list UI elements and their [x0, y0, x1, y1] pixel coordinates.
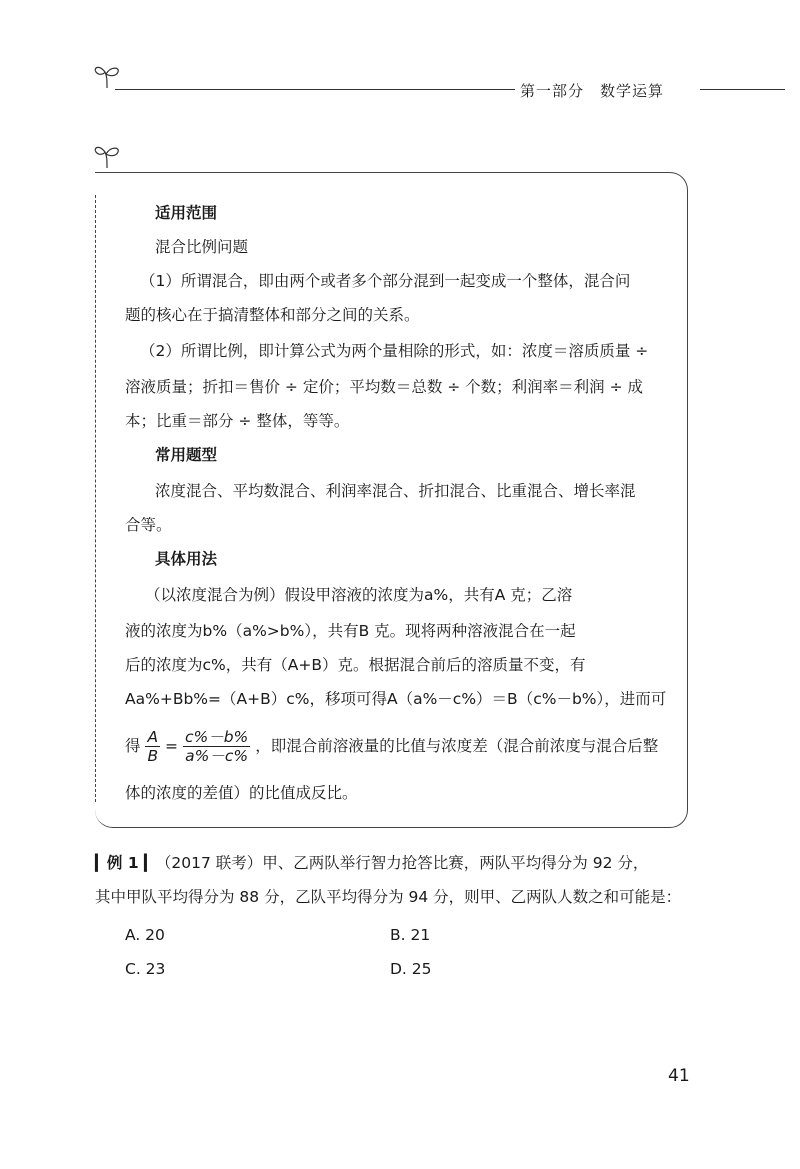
point2-line1: （2）所谓比例，即计算公式为两个量相除的形式，如：浓度＝溶质质量 ÷	[140, 342, 649, 360]
usage-line2: 液的浓度为b%（a%>b%），共有B 克。现将两种溶液混合在一起	[125, 622, 576, 640]
usage-line5-rest: ，即混合前溶液量的比值与浓度差（混合前浓度与混合后整	[255, 737, 659, 755]
example-line2: 其中甲队平均得分为 88 分，乙队平均得分为 94 分，则甲、乙两队人数之和可能是：	[95, 888, 682, 906]
point2-line3: 本；比重＝部分 ÷ 整体，等等。	[125, 412, 350, 430]
usage-line1: （以浓度混合为例）假设甲溶液的浓度为a%，共有A 克；乙溶	[145, 586, 573, 604]
sprout-icon	[93, 62, 123, 90]
scope-topic: 混合比例问题	[155, 238, 249, 256]
option-a: A. 20	[125, 926, 165, 944]
fraction-conc-diff	[183, 728, 250, 765]
formula-line	[125, 726, 657, 766]
info-box-left-border	[95, 195, 96, 802]
frac-right-num: c%－b%	[184, 728, 249, 746]
example-line1	[95, 846, 648, 880]
equals-sign: =	[165, 737, 179, 755]
usage-line6: 体的浓度的差值）的比值成反比。	[125, 784, 358, 802]
option-d: D. 25	[390, 960, 432, 978]
header-rule-right	[700, 89, 785, 90]
page-number: 41	[668, 1066, 690, 1086]
fraction-a-over-b	[145, 728, 160, 765]
types-line2: 合等。	[125, 516, 172, 534]
frac-right-den: a%－c%	[185, 747, 249, 765]
example-marker: ▎例 1 ▎	[95, 854, 156, 872]
frac-left-den: B	[147, 747, 159, 765]
section-title: 第一部分 数学运算	[520, 82, 665, 100]
option-c: C. 23	[125, 960, 166, 978]
sprout-icon	[93, 142, 123, 170]
point2-line2: 溶液质量；折扣＝售价 ÷ 定价；平均数＝总数 ÷ 个数；利润率＝利润 ÷ 成	[125, 378, 644, 396]
point1-line2: 题的核心在于搞清整体和部分之间的关系。	[125, 306, 420, 324]
formula-prefix: 得	[125, 737, 141, 755]
scope-heading: 适用范围	[155, 204, 218, 222]
frac-left-num: A	[145, 728, 160, 747]
usage-heading: 具体用法	[155, 550, 218, 568]
usage-line3: 后的浓度为c%，共有（A+B）克。根据混合前后的溶质量不变，有	[125, 656, 586, 674]
example-text-1: （2017 联考）甲、乙两队举行智力抢答比赛，两队平均得分为 92 分，	[155, 854, 649, 872]
types-heading: 常用题型	[155, 446, 218, 464]
option-b: B. 21	[390, 926, 431, 944]
header-rule-left	[115, 89, 515, 90]
point1-line1: （1）所谓混合，即由两个或者多个部分混到一起变成一个整体，混合问	[140, 272, 631, 290]
types-line1: 浓度混合、平均数混合、利润率混合、折扣混合、比重混合、增长率混	[155, 482, 636, 500]
usage-line4: Aa%+Bb%=（A+B）c%，移项可得A（a%－c%）＝B（c%－b%），进而可	[125, 690, 667, 708]
